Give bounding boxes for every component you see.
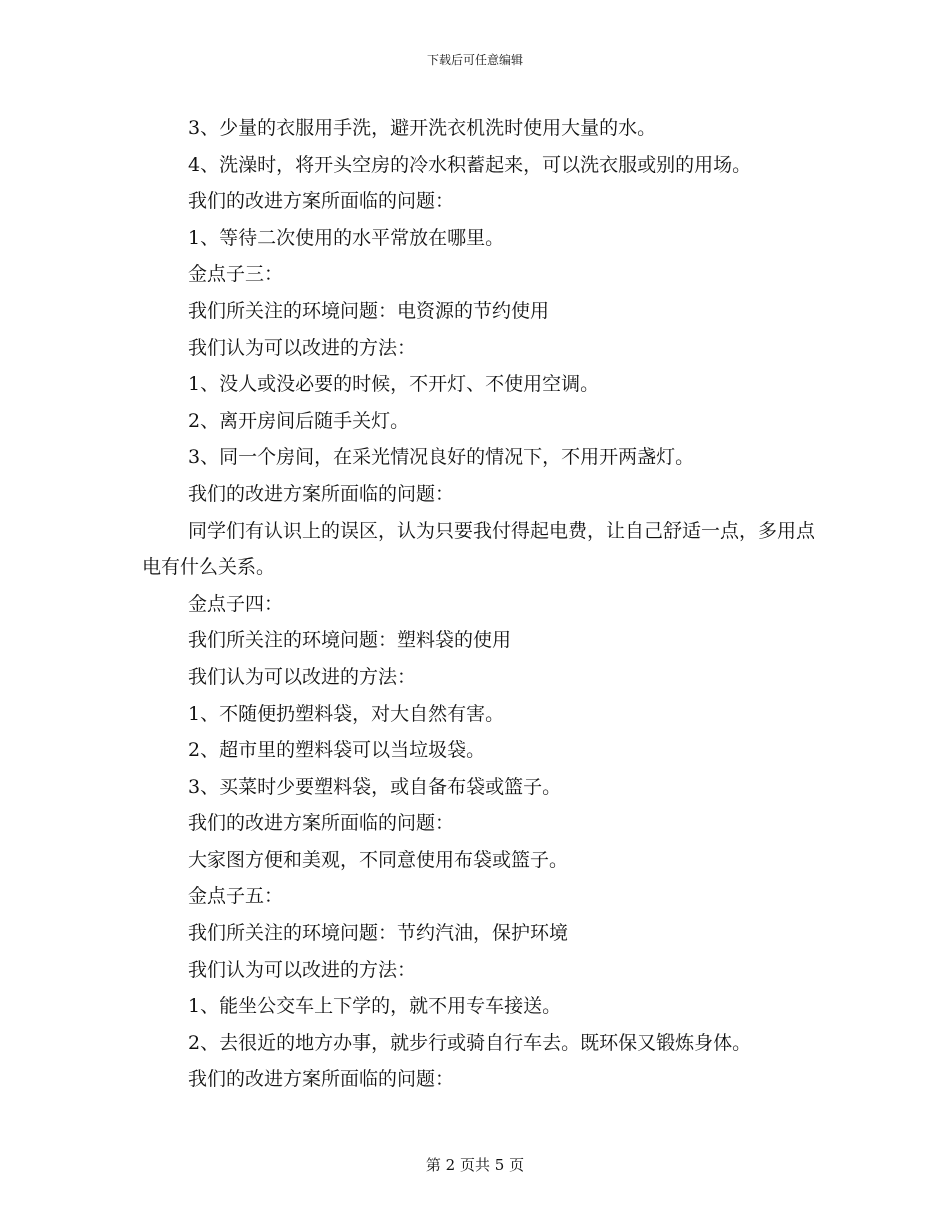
section-heading: 金点子三：: [188, 263, 284, 286]
paragraph: 我们所关注的环境问题：电资源的节约使用: [188, 299, 550, 322]
section-heading: 金点子五：: [188, 885, 284, 908]
paragraph: 同学们有认识上的误区，认为只要我付得起电费，让自己舒适一点，多用点电有什么关系。: [142, 519, 816, 579]
paragraph: 我们的改进方案所面临的问题：: [188, 1068, 455, 1091]
paragraph: 1、不随便扔塑料袋，对大自然有害。: [188, 702, 505, 725]
paragraph: 我们认为可以改进的方法：: [188, 336, 417, 359]
section-heading: 金点子四：: [188, 592, 284, 615]
paragraph: 1、等待二次使用的水平常放在哪里。: [188, 226, 505, 249]
paragraph: 3、同一个房间，在采光情况良好的情况下，不用开两盏灯。: [188, 446, 695, 469]
paragraph: 2、去很近的地方办事，就步行或骑自行车去。既环保又锻炼身体。: [188, 1031, 752, 1054]
paragraph: 3、少量的衣服用手洗，避开洗衣机洗时使用大量的水。: [188, 117, 657, 139]
paragraph: 我们所关注的环境问题：塑料袋的使用: [188, 629, 512, 652]
paragraph: 我们的改进方案所面临的问题：: [188, 190, 455, 213]
paragraph: 2、离开房间后随手关灯。: [188, 409, 410, 432]
paragraph: 我们认为可以改进的方法：: [188, 665, 417, 688]
paragraph: 3、买菜时少要塑料袋，或自备布袋或篮子。: [188, 775, 562, 798]
paragraph: 我们认为可以改进的方法：: [188, 958, 417, 981]
paragraph: 我们所关注的环境问题：节约汽油，保护环境: [188, 922, 569, 945]
paragraph: 1、能坐公交车上下学的，就不用专车接送。: [188, 995, 562, 1018]
paragraph: 4、洗澡时，将开头空房的冷水积蓄起来，可以洗衣服或别的用场。: [188, 153, 752, 176]
document-body: [142, 110, 822, 1098]
paragraph: 我们的改进方案所面临的问题：: [188, 482, 455, 505]
paragraph: 大家图方便和美观，不同意使用布袋或篮子。: [188, 848, 569, 871]
paragraph: 2、超市里的塑料袋可以当垃圾袋。: [188, 739, 486, 762]
paragraph: 我们的改进方案所面临的问题：: [188, 812, 455, 835]
page-number: 第 2 页共 5 页: [425, 1156, 525, 1174]
page-header: 下载后可任意编辑: [426, 53, 523, 67]
paragraph: 1、没人或没必要的时候，不开灯、不使用空调。: [188, 373, 600, 396]
